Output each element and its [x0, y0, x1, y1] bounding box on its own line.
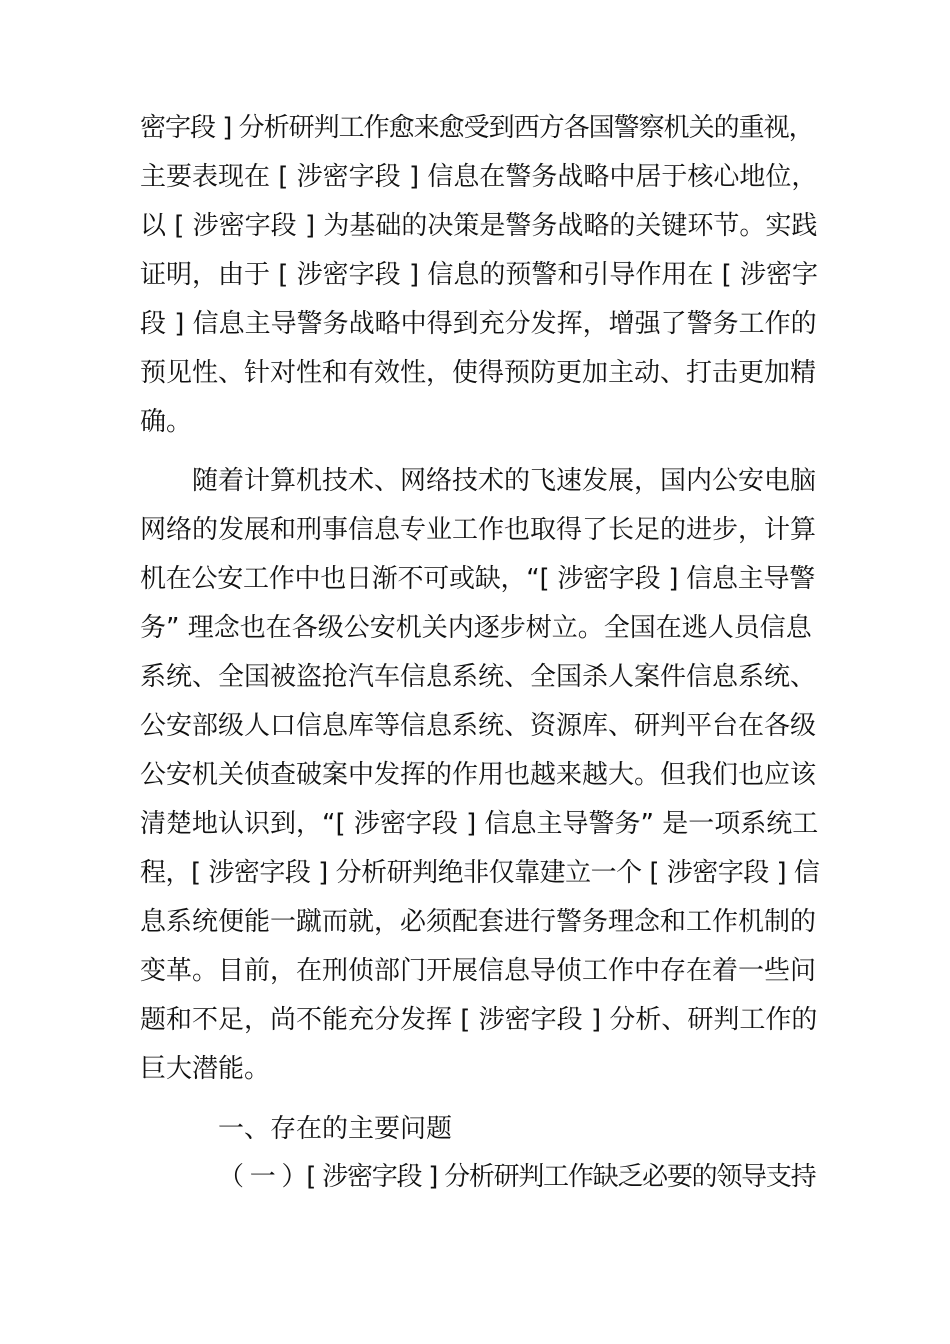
paragraph-2 [140, 457, 820, 1094]
paragraph-line: 确。 [140, 407, 193, 437]
paragraph-line: 系统、全国被盗抢汽车信息系统、全国杀人案件信息系统、 [140, 662, 817, 692]
paragraph-line: 机在公安工作中也日渐不可或缺，“[ 涉密字段 ] 信息主导警 [140, 564, 816, 594]
paragraph-line: 变革。目前，在刑侦部门开展信息导侦工作中存在着一些问 [140, 956, 817, 986]
paragraph-line: 主要表现在 [ 涉密字段 ] 信息在警务战略中居于核心地位， [140, 162, 818, 192]
paragraph-line: 密字段 ] 分析研判工作愈来愈受到西方各国警察机关的重视， [140, 113, 814, 143]
paragraph-line: 随着计算机技术、网络技术的飞速发展，国内公安电脑 [192, 466, 817, 496]
paragraph-line: 网络的发展和刑事信息专业工作也取得了长足的进步，计算 [140, 515, 817, 545]
paragraph-line: 务” 理念也在各级公安机关内逐步树立。全国在逃人员信息 [140, 613, 812, 643]
paragraph-line: 以 [ 涉密字段 ] 为基础的决策是警务战略的关键环节。实践 [140, 211, 818, 241]
paragraph-line: 息系统便能一蹴而就，必须配套进行警务理念和工作机制的 [140, 907, 817, 937]
paragraph-line: 程，[ 涉密字段 ] 分析研判绝非仅靠建立一个 [ 涉密字段 ] 信 [140, 858, 820, 888]
paragraph-line: 公安部级人口信息库等信息系统、资源库、研判平台在各级 [140, 711, 817, 741]
paragraph-1 [140, 104, 820, 447]
subsection-heading-text: （ 一 ）[ 涉密字段 ] 分析研判工作缺乏必要的领导支持 [218, 1162, 816, 1192]
paragraph-line: 清楚地认识到，“[ 涉密字段 ] 信息主导警务” 是一项系统工 [140, 809, 819, 839]
section-heading [140, 1105, 820, 1154]
paragraph-line: 题和不足，尚不能充分发挥 [ 涉密字段 ] 分析、研判工作的 [140, 1005, 818, 1035]
subsection-heading [140, 1153, 820, 1202]
paragraph-line: 预见性、针对性和有效性，使得预防更加主动、打击更加精 [140, 358, 817, 388]
paragraph-line: 证明，由于 [ 涉密字段 ] 信息的预警和引导作用在 [ 涉密字 [140, 260, 819, 290]
section-heading-text: 一、存在的主要问题 [218, 1114, 453, 1144]
paragraph-line: 段 ] 信息主导警务战略中得到充分发挥，增强了警务工作的 [140, 309, 817, 339]
paragraph-line: 公安机关侦查破案中发挥的作用也越来越大。但我们也应该 [140, 760, 817, 790]
paragraph-line: 巨大潜能。 [140, 1054, 271, 1084]
